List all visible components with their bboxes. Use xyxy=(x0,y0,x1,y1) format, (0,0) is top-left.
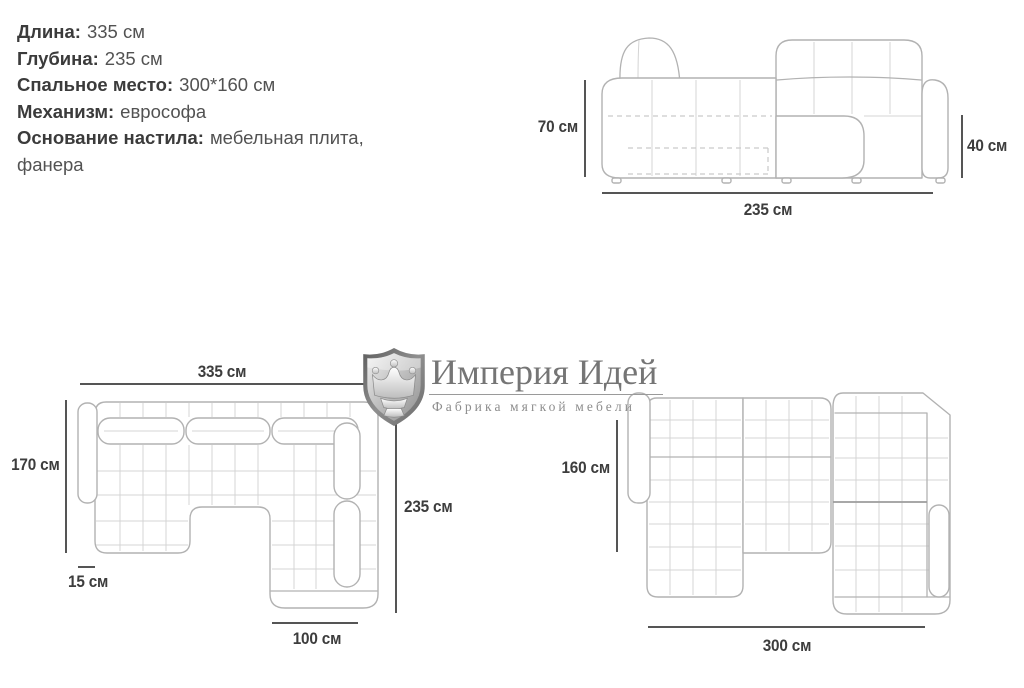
side-height-dim-line xyxy=(584,80,586,177)
spec-row-length xyxy=(17,19,379,46)
chaise-width-label: 100 см xyxy=(292,629,342,648)
spec-label-mechanism: Механизм: xyxy=(17,100,115,122)
armrest-width-dim-line xyxy=(78,566,95,568)
bed-length-dim-line xyxy=(648,626,925,628)
top-length-dim-line xyxy=(80,383,372,385)
sofa-unfolded-view-drawing xyxy=(613,390,970,630)
side-seat-height-label: 40 см xyxy=(967,136,1008,155)
top-right-depth-dim-line xyxy=(395,400,397,613)
side-depth-label: 235 см xyxy=(743,200,793,219)
spec-row-base xyxy=(17,125,379,178)
spec-value-length: 335 см xyxy=(86,21,145,42)
side-seat-height-dim-line xyxy=(961,115,963,178)
sofa-side-view-drawing xyxy=(592,26,954,186)
bed-width-dim-line xyxy=(616,420,618,552)
crown-shield-icon xyxy=(360,347,428,427)
spec-row-mechanism xyxy=(17,99,379,126)
chaise-width-dim-line xyxy=(272,622,358,624)
spec-row-sleeping-area xyxy=(17,72,379,99)
side-height-label: 70 см xyxy=(537,117,578,136)
spec-value-depth: 235 см xyxy=(104,47,163,69)
watermark-brand-subtitle: Фабрика мягкой мебели xyxy=(432,399,636,414)
watermark-divider xyxy=(429,394,663,395)
top-left-depth-label: 170 см xyxy=(11,455,60,474)
bed-width-label: 160 см xyxy=(561,458,610,477)
top-left-depth-dim-line xyxy=(65,400,67,553)
spec-list xyxy=(17,19,379,178)
spec-label-depth: Глубина: xyxy=(17,47,99,69)
spec-label-length: Длина: xyxy=(17,21,81,42)
spec-value-base: мебельная плита, фанера xyxy=(17,127,364,175)
armrest-width-label: 15 см xyxy=(68,572,109,591)
spec-value-sleeping-area: 300*160 см xyxy=(179,74,276,95)
spec-label-base: Основание настила: xyxy=(17,127,204,148)
side-depth-dim-line xyxy=(602,192,933,194)
spec-row-depth xyxy=(17,46,379,73)
top-right-depth-label: 235 см xyxy=(404,497,453,516)
bed-length-label: 300 см xyxy=(762,636,812,655)
spec-value-mechanism: еврософа xyxy=(120,100,207,122)
spec-label-sleeping-area: Спальное место: xyxy=(17,74,174,95)
watermark-brand-title: Империя Идей xyxy=(431,352,658,392)
top-length-label: 335 см xyxy=(197,362,247,381)
